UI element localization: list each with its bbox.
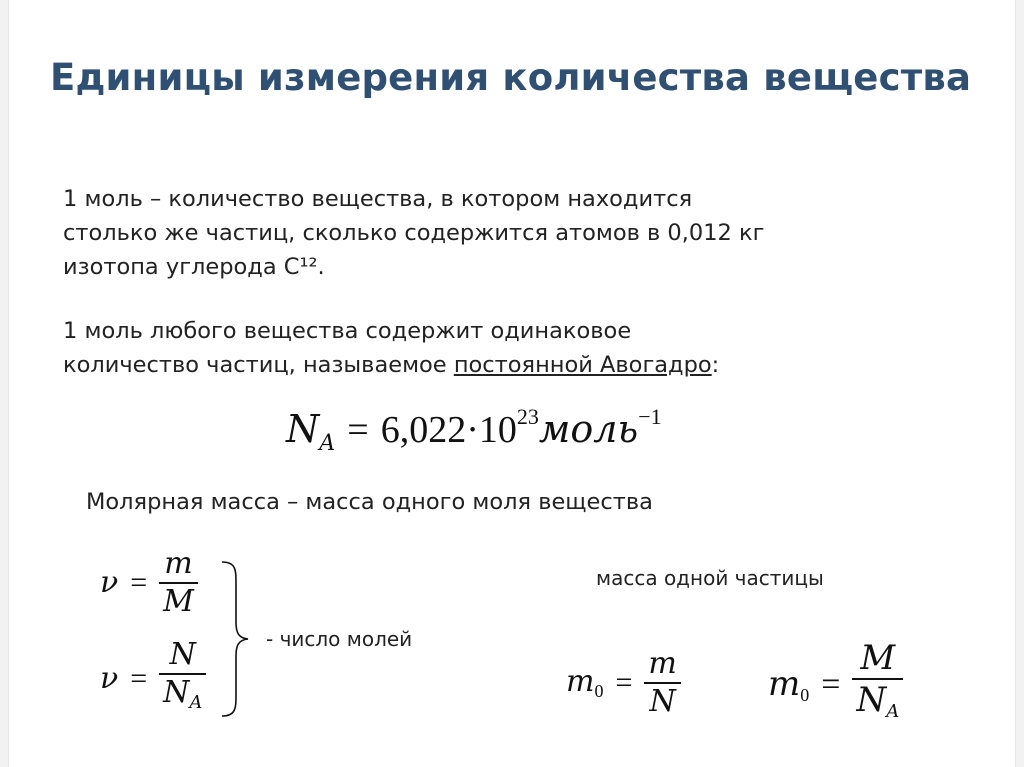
avogadro-exponent: 23: [516, 404, 539, 429]
fraction: [852, 638, 903, 732]
fraction-numerator: m: [164, 546, 193, 581]
fraction: [159, 637, 206, 721]
lhs-symbol: m: [768, 663, 801, 704]
fraction-denominator: [159, 675, 206, 721]
denominator-symbol: N: [163, 674, 190, 710]
avogadro-symbol: N: [286, 407, 320, 451]
avogadro-intro-line-1: 1 моль любого вещества содержит одинаковое: [63, 318, 632, 344]
definition-line-2: столько же частиц, сколько содержится атомов в 0,012 кг: [63, 220, 765, 246]
avogadro-formula: [286, 404, 662, 456]
mole-definition: [63, 182, 764, 284]
denominator-subscript: A: [189, 691, 203, 713]
definition-line-1: 1 моль – количество вещества, в котором находится: [63, 186, 693, 212]
slide-frame-left: [0, 0, 9, 767]
fraction-numerator: N: [169, 637, 196, 672]
fraction-denominator: [852, 680, 903, 732]
lhs-subscript: 0: [594, 680, 604, 701]
particle-mass-formula-1: [566, 646, 681, 720]
moles-formula-mass: [100, 546, 198, 620]
moles-formula-particles: [100, 637, 206, 721]
curly-brace-icon: [220, 560, 250, 718]
avogadro-intro-suffix: :: [711, 352, 720, 378]
denominator-subscript: A: [886, 700, 900, 722]
avogadro-subscript: A: [319, 431, 336, 456]
particle-mass-formula-2: [768, 638, 903, 732]
formula-lhs: ν: [100, 661, 119, 697]
fraction-numerator: M: [860, 638, 896, 678]
avogadro-unit-exponent: −1: [638, 404, 662, 429]
avogadro-intro: [63, 314, 719, 382]
denominator-symbol: N: [856, 679, 887, 720]
avogadro-mantissa: 6,022: [380, 409, 467, 451]
fraction-denominator: N: [649, 683, 676, 719]
molar-mass-definition: Молярная масса – масса одного моля вещества: [86, 489, 653, 515]
particle-mass-label: масса одной частицы: [596, 566, 824, 590]
formula-lhs: [768, 664, 809, 706]
slide-frame-right: [1015, 0, 1024, 767]
fraction: [644, 646, 680, 720]
avogadro-unit: моль: [538, 407, 639, 451]
fraction-numerator: m: [648, 646, 677, 681]
equals-sign: =: [130, 565, 148, 599]
equals-sign: =: [615, 665, 633, 699]
avogadro-intro-line-2: [63, 348, 719, 382]
avogadro-equals: =: [347, 409, 369, 451]
equals-sign: =: [130, 661, 148, 695]
fraction: [159, 546, 198, 620]
avogadro-intro-prefix: количество частиц, называемое: [63, 352, 454, 378]
formula-lhs: ν: [100, 565, 119, 601]
moles-label: - число молей: [266, 627, 413, 651]
avogadro-constant-term: постоянной Авогадро: [453, 352, 712, 378]
lhs-symbol: m: [566, 663, 595, 699]
avogadro-base: 10: [478, 409, 517, 451]
formula-lhs: [566, 664, 603, 702]
lhs-subscript: 0: [800, 684, 810, 705]
page-title: Единицы измерения количества вещества: [50, 56, 972, 99]
equals-sign: =: [821, 665, 841, 703]
avogadro-dot: ·: [466, 409, 479, 451]
fraction-denominator: M: [163, 583, 194, 619]
definition-line-3: изотопа углерода С¹².: [63, 254, 325, 280]
